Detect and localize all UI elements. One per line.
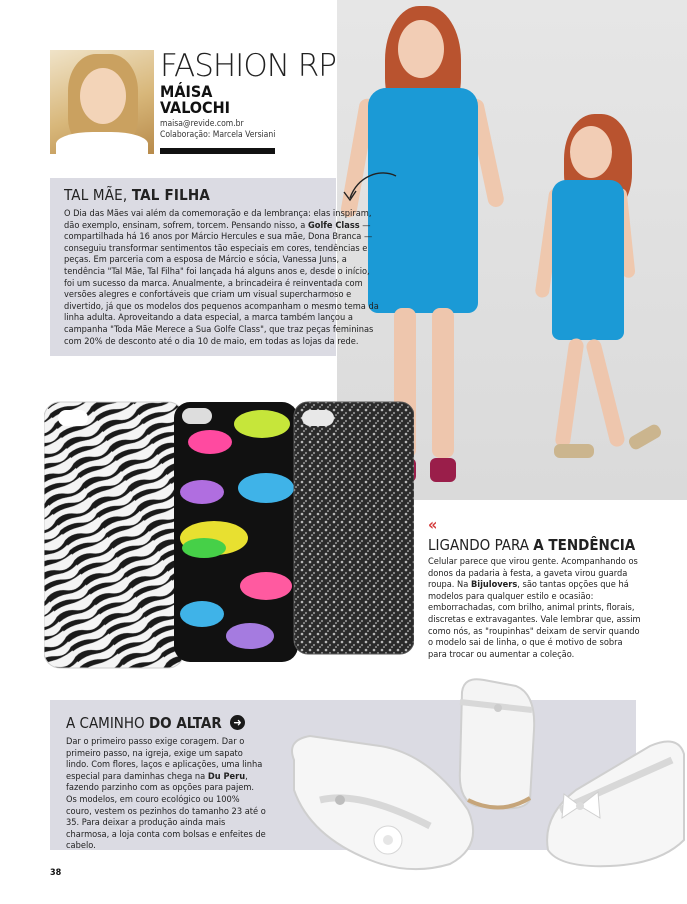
section2-brand: Bijulovers xyxy=(470,579,518,591)
author-photo xyxy=(50,50,154,154)
white-shoes-photo xyxy=(280,650,687,890)
section3-title-bold: DO ALTAR xyxy=(148,714,222,732)
author-last-name: VALOCHI xyxy=(160,98,230,117)
page-number: 38 xyxy=(50,868,62,878)
section3-text-a: Dar o primeiro passo exige coragem. Dar o primeiro passo, na igreja, exige um sapato lindo. Com flores, laços e aplicações, uma linha especial para daminhas chega na xyxy=(66,736,263,782)
section3-text-b: , fazendo parzinho com as opções para pajem. Os modelos, em couro ecológico ou 100% couro, vestem os pezinhos do tamanho 23 até o 35. Para deixar a produção ainda mais charmosa, a loja conta com bolsas e enfeites de cabelo. xyxy=(66,770,266,852)
arrow-right-circle-icon: ➜ xyxy=(230,715,245,730)
section3-body xyxy=(66,736,266,852)
header-divider xyxy=(160,148,275,154)
section1-body xyxy=(64,208,382,347)
section1-title-light: TAL MÃE, xyxy=(64,186,132,204)
column-title: FASHION RP xyxy=(160,48,336,84)
section1-title xyxy=(64,186,210,204)
phone-cases-photo xyxy=(44,400,414,672)
section2-chevron: « xyxy=(428,515,435,534)
daughter-figure xyxy=(540,110,670,470)
section2-text-a: Celular parece que virou gente. Acompanhando os donos da padaria à festa, a gaveta virou guarda roupa. Na xyxy=(428,556,638,591)
section2-title xyxy=(428,536,635,554)
section1-title-bold: TAL FILHA xyxy=(131,186,211,204)
section3-title xyxy=(66,714,245,732)
author-email: maisa@revide.com.br xyxy=(160,119,244,129)
collaboration-credit: Colaboração: Marcela Versiani xyxy=(160,130,276,140)
author-first-name: MÁISA xyxy=(160,82,213,101)
author-name xyxy=(160,84,300,116)
section3-brand: Du Peru xyxy=(207,770,246,782)
section2-title-bold: A TENDÊNCIA xyxy=(533,536,636,554)
section2-body xyxy=(428,556,643,660)
section2-title-light: LIGANDO PARA xyxy=(428,536,534,554)
section3-title-light: A CAMINHO xyxy=(66,714,149,732)
curved-arrow-icon xyxy=(340,170,400,210)
section1-text-a: O Dia das Mães vai além da comemoração e da lembrança: elas inspiram, dão exemplo, ensinam, sofrem, torcem. Pensando nisso, a xyxy=(64,208,372,231)
section1-text-b: — compartilhada há 16 anos por Márcio Hercules e sua mãe, Dona Branca — conseguiu transformar sentimentos tão especiais em cores, tendências e peças. Em parceria com a esposa de Márcio e sócia, Vanessa Juns, a tendência "Tal Mãe, Tal Filha" foi lançada há alguns anos e, desde o início, foi um sucesso da marca. Anualmente, a brincadeira é reinventada com versões alegres e confortáveis que criam um visual supercharmoso e divertido, já que os modelos dos pequenos acompanham o mesmo tema da linha adulta. Aproveitando a data especial, a marca também lançou a campanha "Toda Mãe Merece a Sua Golfe Class", que traz peças femininas com 20% de desconto até o dia 10 de maio, em todas as lojas da rede. xyxy=(64,219,379,347)
section1-brand: Golfe Class xyxy=(308,219,360,231)
section2-text-b: , são tantas opções que há modelos para qualquer estilo e ocasião: emborrachadas, com brilho, animal prints, florais, discretas e extravagantes. Vale lembrar que, assim como nós, as "roupinhas" deixam de servir quando o modelo sai de linha, o que é motivo de sobra para trocar ou aumentar a coleção. xyxy=(428,579,641,660)
